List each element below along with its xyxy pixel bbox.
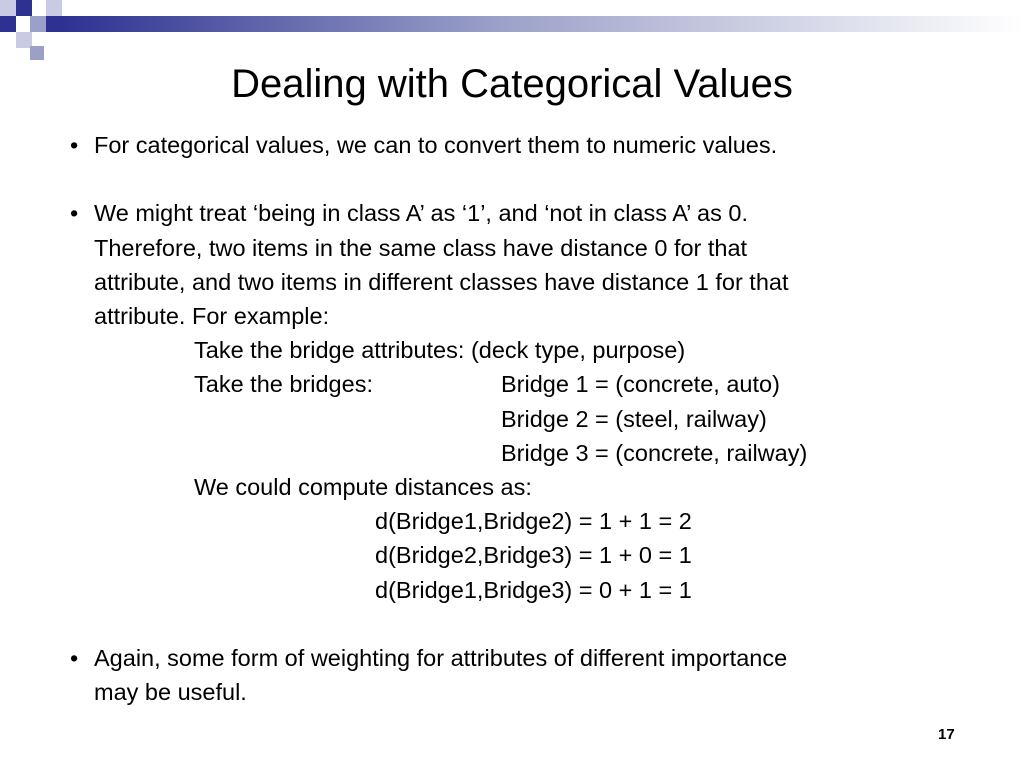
example-attributes: Take the bridge attributes: (deck type, purpose) xyxy=(194,337,686,364)
bullet-text-line: Again, some form of weighting for attributes of different importance xyxy=(94,645,788,672)
bullet-text-line: attribute. For example: xyxy=(94,303,330,329)
decor-square xyxy=(16,32,32,48)
slide-body xyxy=(70,128,970,709)
bridge-definition: Bridge 2 = (steel, railway) xyxy=(501,405,767,432)
decor-square xyxy=(16,0,32,16)
page-number: 17 xyxy=(938,726,955,743)
corner-decoration xyxy=(0,0,1024,64)
bullet-dot: • xyxy=(70,200,79,227)
bullet-text-line: Therefore, two items in the same class have distance 0 for that xyxy=(94,234,748,261)
distance-formula: d(Bridge1,Bridge3) = 0 + 1 = 1 xyxy=(375,576,692,603)
distance-formula: d(Bridge1,Bridge2) = 1 + 1 = 2 xyxy=(375,508,692,535)
bridges-label: Take the bridges: xyxy=(194,371,373,398)
decor-square xyxy=(46,16,62,32)
decor-square xyxy=(0,16,16,32)
slide-title: Dealing with Categorical Values xyxy=(231,62,793,106)
bullet-text-line: may be useful. xyxy=(94,679,247,706)
decor-square xyxy=(46,0,62,16)
decor-square xyxy=(0,0,16,16)
compute-label: We could compute distances as: xyxy=(194,474,532,501)
example-bridges-row xyxy=(94,367,970,401)
bullet-item xyxy=(70,641,970,709)
bullet-item xyxy=(70,128,970,162)
bridge-definition: Bridge 1 = (concrete, auto) xyxy=(501,371,780,398)
bullet-dot: • xyxy=(70,132,79,158)
bullet-item xyxy=(70,196,970,606)
distance-formula: d(Bridge2,Bridge3) = 1 + 0 = 1 xyxy=(375,542,692,569)
decor-square xyxy=(30,16,46,32)
bullet-text-line: attribute, and two items in different classes have distance 1 for that xyxy=(94,268,789,295)
bullet-text-line: We might treat ‘being in class A’ as ‘1’, and ‘not in class A’ as 0. xyxy=(94,200,748,227)
bullet-text: For categorical values, we can to convert them to numeric values. xyxy=(94,132,778,158)
header-gradient-bar xyxy=(62,16,1024,32)
bullet-dot: • xyxy=(70,645,79,672)
bridge-definition: Bridge 3 = (concrete, railway) xyxy=(501,439,808,466)
